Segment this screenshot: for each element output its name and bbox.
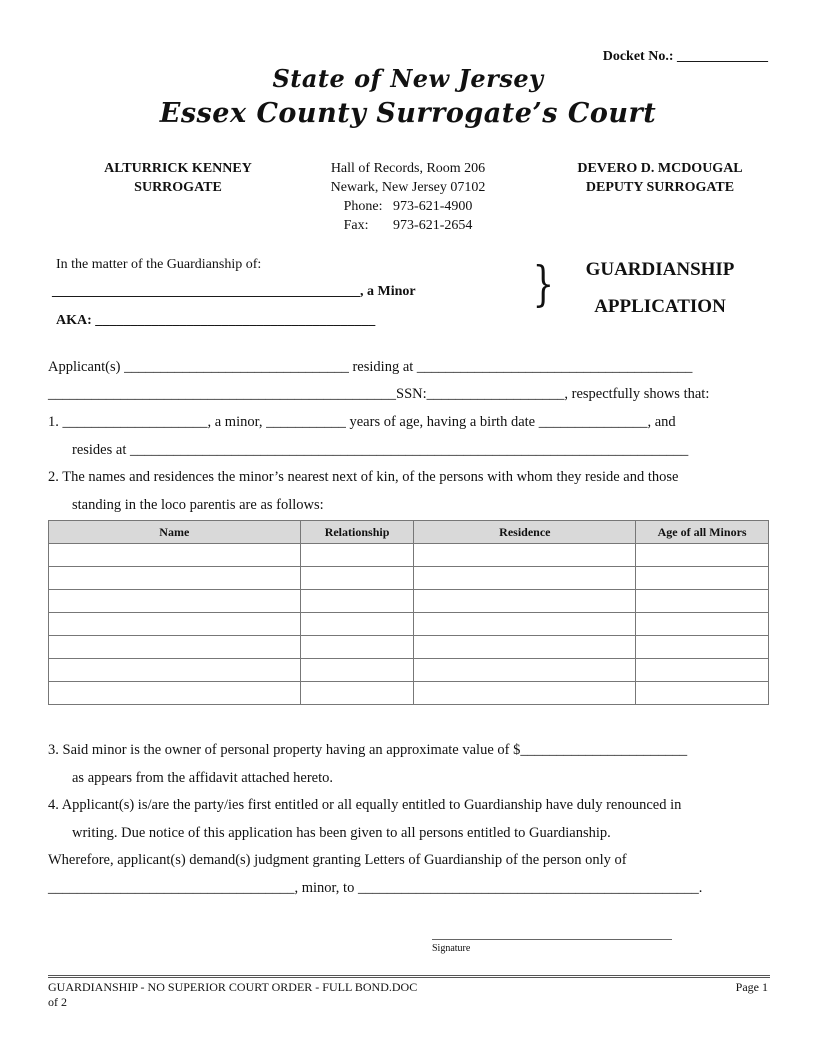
column-residence: Residence [414,521,636,544]
item-2-line: 2. The names and residences the minor’s nearest next of kin, of the persons with whom they reside and those [48,469,679,485]
docket-input[interactable]: _____________ [677,49,768,64]
court-title: Essex County Surrogate’s Court [159,98,657,129]
table-cell[interactable] [49,544,301,567]
item-1-line[interactable]: 1. ____________________, a minor, ___________ years of age, having a birth date _______________, and [48,414,676,430]
minor-name-field[interactable]: ____________________________________________, a Minor [52,284,416,299]
table-cell[interactable] [414,682,636,705]
item-3-continued: as appears from the affidavit attached hereto. [72,770,334,786]
table-cell[interactable] [636,590,769,613]
table-cell[interactable] [49,659,301,682]
table-cell[interactable] [49,636,301,659]
table-cell[interactable] [300,544,414,567]
table-cell[interactable] [636,613,769,636]
applicant-field[interactable]: Applicant(s) _______________________________ residing at ______________________________________ [48,359,693,375]
table-cell[interactable] [636,682,769,705]
table-cell[interactable] [414,636,636,659]
table-cell[interactable] [636,567,769,590]
aka-field[interactable]: AKA: ________________________________________ [56,313,376,328]
table-cell[interactable] [414,659,636,682]
table-cell[interactable] [300,659,414,682]
application-title-line2: APPLICATION [594,296,726,317]
table-cell[interactable] [636,636,769,659]
item-1-residence[interactable]: resides at _____________________________________________________________________________ [72,442,689,458]
ssn-field[interactable]: ________________________________________________SSN:___________________, respectfully shows that: [48,386,710,402]
item-3-line[interactable]: 3. Said minor is the owner of personal property having an approximate value of $_______________________ [48,742,688,758]
footer-filename: GUARDIANSHIP - NO SUPERIOR COURT ORDER - FULL BOND.DOC [48,980,418,994]
matter-caption: In the matter of the Guardianship of: [56,257,262,272]
table-row [49,659,769,682]
table-row [49,567,769,590]
table-row [49,613,769,636]
table-cell[interactable] [414,613,636,636]
table-cell[interactable] [300,636,414,659]
table-cell[interactable] [414,567,636,590]
state-title: State of New Jersey [272,64,544,93]
table-cell[interactable] [49,590,301,613]
next-of-kin-table [48,520,769,705]
phone-line: Phone: 973-621-4900 [343,199,473,214]
item-4-continued: writing. Due notice of this application has been given to all persons entitled to Guardianship. [72,825,611,841]
deputy-block [555,159,765,197]
signature-label: Signature [432,943,471,954]
wherefore-line: Wherefore, applicant(s) demand(s) judgment granting Letters of Guardianship of the person only of [48,852,627,868]
table-cell[interactable] [300,682,414,705]
table-cell[interactable] [49,682,301,705]
table-cell[interactable] [300,567,414,590]
surrogate-name: ALTURRICK KENNEY [104,161,252,176]
surrogate-block [78,159,278,197]
footer-docname [48,980,417,1010]
column-name: Name [49,521,301,544]
signature-line[interactable] [432,939,672,940]
table-row [49,590,769,613]
docket-label: Docket No.: [602,49,674,64]
final-line[interactable]: __________________________________, minor, to _______________________________________________. [48,880,703,896]
item-2-continued: standing in the loco parentis are as follows: [72,497,324,513]
table-header-row [49,521,769,544]
table-cell[interactable] [636,659,769,682]
deputy-name: DEVERO D. MCDOUGAL [577,161,743,176]
item-4-line: 4. Applicant(s) is/are the party/ies first entitled or all equally entitled to Guardianship have duly renounced in [48,797,682,813]
application-title-line1: GUARDIANSHIP [585,259,735,280]
column-relationship: Relationship [300,521,414,544]
surrogate-title: SURROGATE [134,180,222,195]
table-row [49,636,769,659]
footer-rule [48,975,770,978]
column-age: Age of all Minors [636,521,769,544]
table-cell[interactable] [414,544,636,567]
table-cell[interactable] [414,590,636,613]
table-row [49,682,769,705]
caption-brace: } [532,256,554,312]
table-row [49,544,769,567]
footer-page-total: of 2 [48,995,67,1009]
deputy-title: DEPUTY SURROGATE [585,180,735,195]
docket-number [603,49,768,65]
fax-line: Fax: 973-621-2654 [343,218,473,233]
court-address [300,159,516,235]
table-cell[interactable] [300,590,414,613]
table-cell[interactable] [49,613,301,636]
table-cell[interactable] [49,567,301,590]
address-line: Hall of Records, Room 206 [330,161,486,176]
address-line: Newark, New Jersey 07102 [330,180,486,195]
table-cell[interactable] [636,544,769,567]
table-cell[interactable] [300,613,414,636]
footer-page-number: Page 1 [735,980,768,994]
